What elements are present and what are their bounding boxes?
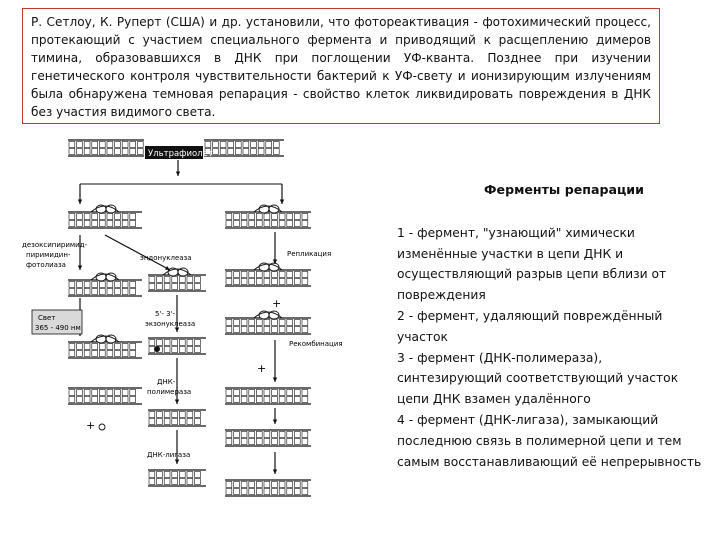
free-nucleotide	[155, 347, 160, 352]
photolyase-label-3: фотолиаза	[26, 261, 66, 269]
ultraviolet-label: Ультрафиолет	[148, 149, 213, 159]
enzyme-item-3: 3 - фермент (ДНК-полимераза), синтезирующий соответствующий участок цепи ДНК взамен удалённого	[397, 350, 679, 407]
dna-left-row-2	[68, 273, 142, 296]
dna-right-row-5	[225, 430, 311, 446]
dna-right-row-2	[225, 263, 311, 286]
arrow-right-step-5	[273, 452, 277, 474]
plus-sign-3: +	[257, 362, 267, 375]
exonuclease-label-1: 5'- 3'-	[155, 310, 176, 318]
light-label-2: 365 - 490 нм	[35, 324, 81, 332]
arrow-polymerase	[175, 358, 179, 404]
arrow-to-replication-branch	[280, 184, 284, 204]
dna-left-row-4	[68, 388, 142, 404]
arrow-to-photolyase-branch	[78, 184, 82, 204]
dna-mid-row-4	[148, 470, 206, 486]
enzyme-item-4: 4 - фермент (ДНК-лигаза), замыкающий последнюю связь в полимерной цепи и тем самым восстанавливающий её непрерывность	[397, 412, 702, 469]
exonuclease-label-2: экзонуклеаза	[145, 320, 196, 328]
dna-top-right	[204, 140, 284, 156]
enzyme-item-2: 2 - фермент, удаляющий повреждённый участок	[397, 308, 663, 344]
dna-left-row-3	[68, 335, 142, 358]
polymerase-label-1: ДНК-	[157, 378, 176, 386]
polymerase-label-2: полимераза	[147, 388, 192, 396]
free-fragment	[99, 424, 105, 430]
dna-mid-row-3	[148, 410, 206, 426]
dna-mid-row-1	[148, 268, 206, 291]
plus-sign-2: +	[272, 297, 282, 310]
dna-strands	[68, 140, 311, 496]
enzyme-item-1: 1 - фермент, "узнающий" химически изменённые участки в цепи ДНК и осуществляющий разрыв цепи вблизи от повреждения	[397, 225, 667, 303]
arrow-to-endonuclease	[105, 235, 170, 270]
repair-enzymes-panel	[397, 180, 709, 472]
replication-label: Репликация	[287, 250, 332, 258]
arrow-right-step-4	[273, 408, 277, 424]
dna-right-row-6	[225, 480, 311, 496]
dna-right-row-1	[225, 205, 311, 228]
light-label-1: Свет	[38, 314, 56, 322]
photolyase-label-1: дезоксипиримид-	[22, 241, 88, 249]
photolyase-label-2: пиримидин-	[26, 251, 71, 259]
arrow-recombination	[273, 340, 277, 382]
enzymes-title: Ферменты репарации	[484, 182, 644, 197]
arrow-replication	[273, 232, 277, 264]
dna-dimer-left	[68, 205, 142, 228]
arrow-uv	[176, 160, 180, 176]
dna-top-left	[68, 140, 144, 156]
recombination-label: Рекомбинация	[289, 340, 343, 348]
endonuclease-label: эндонуклеаза	[140, 254, 192, 262]
intro-text: Р. Сетлоу, К. Руперт (США) и др. установили, что фотореактивация - фотохимический процесс, протекающий с участием специального фермента и приводящий к расщеплению димеров тимина, образовавшихся в ДНК при поглощении УФ-кванта. Позднее при изучении генетического контроля чувствительности бактерий к УФ-свету и ионизирующим излучениям была обнаружена темновая репарация - свойство клеток ликвидировать повреждения в ДНК без участия видимого света.	[31, 15, 651, 119]
ligase-label: ДНК-лигаза	[147, 451, 191, 459]
dna-right-row-3	[225, 311, 311, 334]
plus-sign-1: +	[86, 419, 96, 432]
intro-text-box	[22, 8, 660, 124]
dna-right-row-4	[225, 388, 311, 404]
